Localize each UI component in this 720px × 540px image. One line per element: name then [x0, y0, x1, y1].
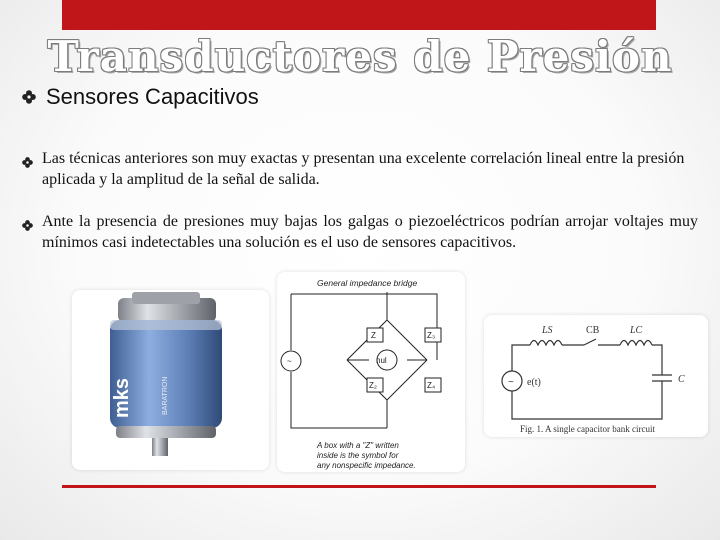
bridge-caption-line-1: A box with a "Z" written — [317, 441, 399, 450]
top-accent-bar — [62, 0, 656, 30]
nul-label: nul — [376, 356, 387, 365]
c-label: C — [678, 374, 685, 385]
diamond-bullet-icon — [22, 90, 36, 104]
subtitle-text: Sensores Capacitivos — [46, 84, 259, 109]
model-label-text: BARATRON — [162, 376, 169, 415]
capacitor-circuit-card — [484, 315, 708, 437]
svg-text:~: ~ — [508, 377, 514, 388]
z4-label: Z₄ — [427, 381, 436, 390]
z2-label: Z₂ — [369, 381, 377, 390]
lc-label: LC — [630, 325, 643, 336]
bridge-diagram-card — [277, 272, 465, 472]
bridge-caption-line-3: any nonspecific impedance. — [317, 461, 416, 470]
bridge-caption-line-2: inside is the symbol for — [317, 451, 399, 460]
svg-text:~: ~ — [287, 357, 292, 366]
source-label: e(t) — [527, 377, 541, 388]
brand-logo-text: mks — [111, 377, 133, 418]
page-title: Transductores de Presión — [47, 32, 673, 81]
impedance-bridge-diagram — [277, 272, 465, 472]
ls-label: LS — [542, 325, 553, 336]
paragraph-2 — [22, 211, 698, 253]
paragraph-2-text: Ante la presencia de presiones muy bajas los galgas o piezoeléctricos podrían arrojar voltajes muy mínimos casi indetectables una solución es el uso de sensores capacitivos. — [42, 213, 698, 251]
z1-label: Z — [371, 331, 376, 340]
section-subtitle — [22, 84, 259, 110]
paragraph-1-text: Las técnicas anteriores son muy exactas y presentan una excelente correlación lineal entre la presión aplicada y la amplitud de la señal de salida. — [42, 150, 685, 188]
pressure-sensor-image — [72, 290, 269, 470]
bridge-title: General impedance bridge — [317, 278, 418, 288]
paragraph-1 — [22, 148, 698, 190]
circuit-caption: Fig. 1. A single capacitor bank circuit — [520, 424, 655, 434]
sensor-photo-card — [72, 290, 269, 470]
cb-label: CB — [586, 325, 600, 336]
bottom-accent-line — [62, 485, 656, 488]
capacitor-bank-circuit-diagram — [484, 315, 708, 437]
diamond-bullet-icon — [22, 220, 33, 231]
diamond-bullet-icon — [22, 157, 33, 168]
z3-label: Z₃ — [427, 331, 436, 340]
